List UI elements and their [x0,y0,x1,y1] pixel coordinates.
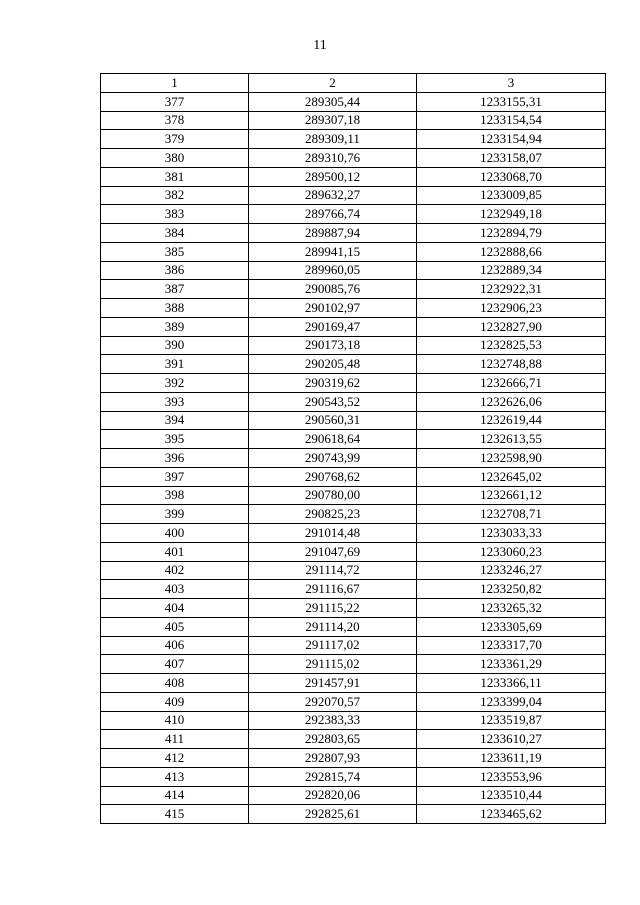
x-coordinate-cell: 289960,05 [249,261,417,280]
table-row [101,317,606,336]
x-coordinate-cell: 292070,57 [249,692,417,711]
point-number-cell: 397 [101,467,249,486]
table-row [101,749,606,768]
y-coordinate-cell: 1233246,27 [417,561,606,580]
point-number-cell: 400 [101,524,249,543]
x-coordinate-cell: 290560,31 [249,411,417,430]
y-coordinate-cell: 1233033,33 [417,524,606,543]
x-coordinate-cell: 290085,76 [249,280,417,299]
x-coordinate-cell: 289941,15 [249,242,417,261]
y-coordinate-cell: 1233265,32 [417,599,606,618]
table-row [101,730,606,749]
point-number-cell: 404 [101,599,249,618]
y-coordinate-cell: 1232889,34 [417,261,606,280]
y-coordinate-cell: 1232626,06 [417,392,606,411]
y-coordinate-cell: 1233154,94 [417,130,606,149]
table-row [101,805,606,824]
point-number-cell: 410 [101,711,249,730]
point-number-cell: 383 [101,205,249,224]
table-row [101,467,606,486]
table-row [101,205,606,224]
y-coordinate-cell: 1233060,23 [417,542,606,561]
y-coordinate-cell: 1233399,04 [417,692,606,711]
point-number-cell: 401 [101,542,249,561]
x-coordinate-cell: 289766,74 [249,205,417,224]
y-coordinate-cell: 1233366,11 [417,674,606,693]
x-coordinate-cell: 290768,62 [249,467,417,486]
table-row [101,111,606,130]
table-row [101,280,606,299]
y-coordinate-cell: 1232645,02 [417,467,606,486]
table-row [101,505,606,524]
y-coordinate-cell: 1233155,31 [417,92,606,111]
x-coordinate-cell: 290743,99 [249,449,417,468]
coordinates-table [100,73,606,824]
table-row [101,580,606,599]
table-row [101,355,606,374]
x-coordinate-cell: 290543,52 [249,392,417,411]
table-row [101,599,606,618]
table-row [101,224,606,243]
y-coordinate-cell: 1233361,29 [417,655,606,674]
table-row [101,636,606,655]
table-row [101,92,606,111]
point-number-cell: 394 [101,411,249,430]
point-number-cell: 385 [101,242,249,261]
y-coordinate-cell: 1233317,70 [417,636,606,655]
y-coordinate-cell: 1232825,53 [417,336,606,355]
table-row [101,336,606,355]
point-number-cell: 381 [101,167,249,186]
point-number-cell: 412 [101,749,249,768]
y-coordinate-cell: 1232661,12 [417,486,606,505]
x-coordinate-cell: 292825,61 [249,805,417,824]
table-row [101,242,606,261]
column-header-1: 1 [101,74,249,93]
y-coordinate-cell: 1233009,85 [417,186,606,205]
table-row [101,430,606,449]
y-coordinate-cell: 1232906,23 [417,299,606,318]
point-number-cell: 390 [101,336,249,355]
point-number-cell: 402 [101,561,249,580]
x-coordinate-cell: 290618,64 [249,430,417,449]
point-number-cell: 380 [101,149,249,168]
table-row [101,711,606,730]
table-row [101,617,606,636]
y-coordinate-cell: 1232922,31 [417,280,606,299]
point-number-cell: 409 [101,692,249,711]
point-number-cell: 405 [101,617,249,636]
x-coordinate-cell: 289500,12 [249,167,417,186]
point-number-cell: 406 [101,636,249,655]
table-row [101,674,606,693]
point-number-cell: 407 [101,655,249,674]
point-number-cell: 398 [101,486,249,505]
x-coordinate-cell: 290173,18 [249,336,417,355]
table-row [101,524,606,543]
y-coordinate-cell: 1233305,69 [417,617,606,636]
table-header-row [101,74,606,93]
y-coordinate-cell: 1232894,79 [417,224,606,243]
x-coordinate-cell: 291116,67 [249,580,417,599]
point-number-cell: 388 [101,299,249,318]
table-row [101,261,606,280]
point-number-cell: 393 [101,392,249,411]
table-row [101,767,606,786]
x-coordinate-cell: 292803,65 [249,730,417,749]
page-number: 11 [313,38,327,53]
x-coordinate-cell: 289309,11 [249,130,417,149]
y-coordinate-cell: 1233158,07 [417,149,606,168]
column-header-2: 2 [249,74,417,93]
table-row [101,786,606,805]
table-row [101,655,606,674]
table-row [101,299,606,318]
point-number-cell: 392 [101,374,249,393]
point-number-cell: 395 [101,430,249,449]
y-coordinate-cell: 1233250,82 [417,580,606,599]
table-row [101,449,606,468]
y-coordinate-cell: 1233610,27 [417,730,606,749]
table-row [101,130,606,149]
x-coordinate-cell: 292820,06 [249,786,417,805]
point-number-cell: 414 [101,786,249,805]
point-number-cell: 403 [101,580,249,599]
table-row [101,149,606,168]
y-coordinate-cell: 1232598,90 [417,449,606,468]
x-coordinate-cell: 291117,02 [249,636,417,655]
table-row [101,561,606,580]
y-coordinate-cell: 1233519,87 [417,711,606,730]
x-coordinate-cell: 289887,94 [249,224,417,243]
x-coordinate-cell: 291457,91 [249,674,417,693]
x-coordinate-cell: 290780,00 [249,486,417,505]
x-coordinate-cell: 292807,93 [249,749,417,768]
table-row [101,167,606,186]
point-number-cell: 413 [101,767,249,786]
y-coordinate-cell: 1232888,66 [417,242,606,261]
table-row [101,486,606,505]
y-coordinate-cell: 1232708,71 [417,505,606,524]
table-row [101,374,606,393]
x-coordinate-cell: 291114,20 [249,617,417,636]
y-coordinate-cell: 1233553,96 [417,767,606,786]
x-coordinate-cell: 291115,22 [249,599,417,618]
y-coordinate-cell: 1232619,44 [417,411,606,430]
point-number-cell: 391 [101,355,249,374]
x-coordinate-cell: 290205,48 [249,355,417,374]
table-row [101,186,606,205]
x-coordinate-cell: 290102,97 [249,299,417,318]
table-body [101,92,606,823]
x-coordinate-cell: 291115,02 [249,655,417,674]
x-coordinate-cell: 292815,74 [249,767,417,786]
y-coordinate-cell: 1233154,54 [417,111,606,130]
x-coordinate-cell: 289307,18 [249,111,417,130]
y-coordinate-cell: 1233611,19 [417,749,606,768]
point-number-cell: 382 [101,186,249,205]
point-number-cell: 384 [101,224,249,243]
table-row [101,692,606,711]
y-coordinate-cell: 1232748,88 [417,355,606,374]
point-number-cell: 378 [101,111,249,130]
x-coordinate-cell: 290319,62 [249,374,417,393]
y-coordinate-cell: 1232827,90 [417,317,606,336]
y-coordinate-cell: 1232949,18 [417,205,606,224]
x-coordinate-cell: 290825,23 [249,505,417,524]
x-coordinate-cell: 291114,72 [249,561,417,580]
point-number-cell: 389 [101,317,249,336]
point-number-cell: 377 [101,92,249,111]
point-number-cell: 399 [101,505,249,524]
x-coordinate-cell: 291014,48 [249,524,417,543]
x-coordinate-cell: 292383,33 [249,711,417,730]
x-coordinate-cell: 290169,47 [249,317,417,336]
y-coordinate-cell: 1232666,71 [417,374,606,393]
table-row [101,392,606,411]
x-coordinate-cell: 289310,76 [249,149,417,168]
table-row [101,411,606,430]
point-number-cell: 396 [101,449,249,468]
point-number-cell: 408 [101,674,249,693]
point-number-cell: 387 [101,280,249,299]
point-number-cell: 415 [101,805,249,824]
table-row [101,542,606,561]
x-coordinate-cell: 289632,27 [249,186,417,205]
y-coordinate-cell: 1233510,44 [417,786,606,805]
y-coordinate-cell: 1232613,55 [417,430,606,449]
x-coordinate-cell: 291047,69 [249,542,417,561]
y-coordinate-cell: 1233465,62 [417,805,606,824]
x-coordinate-cell: 289305,44 [249,92,417,111]
column-header-3: 3 [417,74,606,93]
point-number-cell: 411 [101,730,249,749]
y-coordinate-cell: 1233068,70 [417,167,606,186]
point-number-cell: 379 [101,130,249,149]
point-number-cell: 386 [101,261,249,280]
